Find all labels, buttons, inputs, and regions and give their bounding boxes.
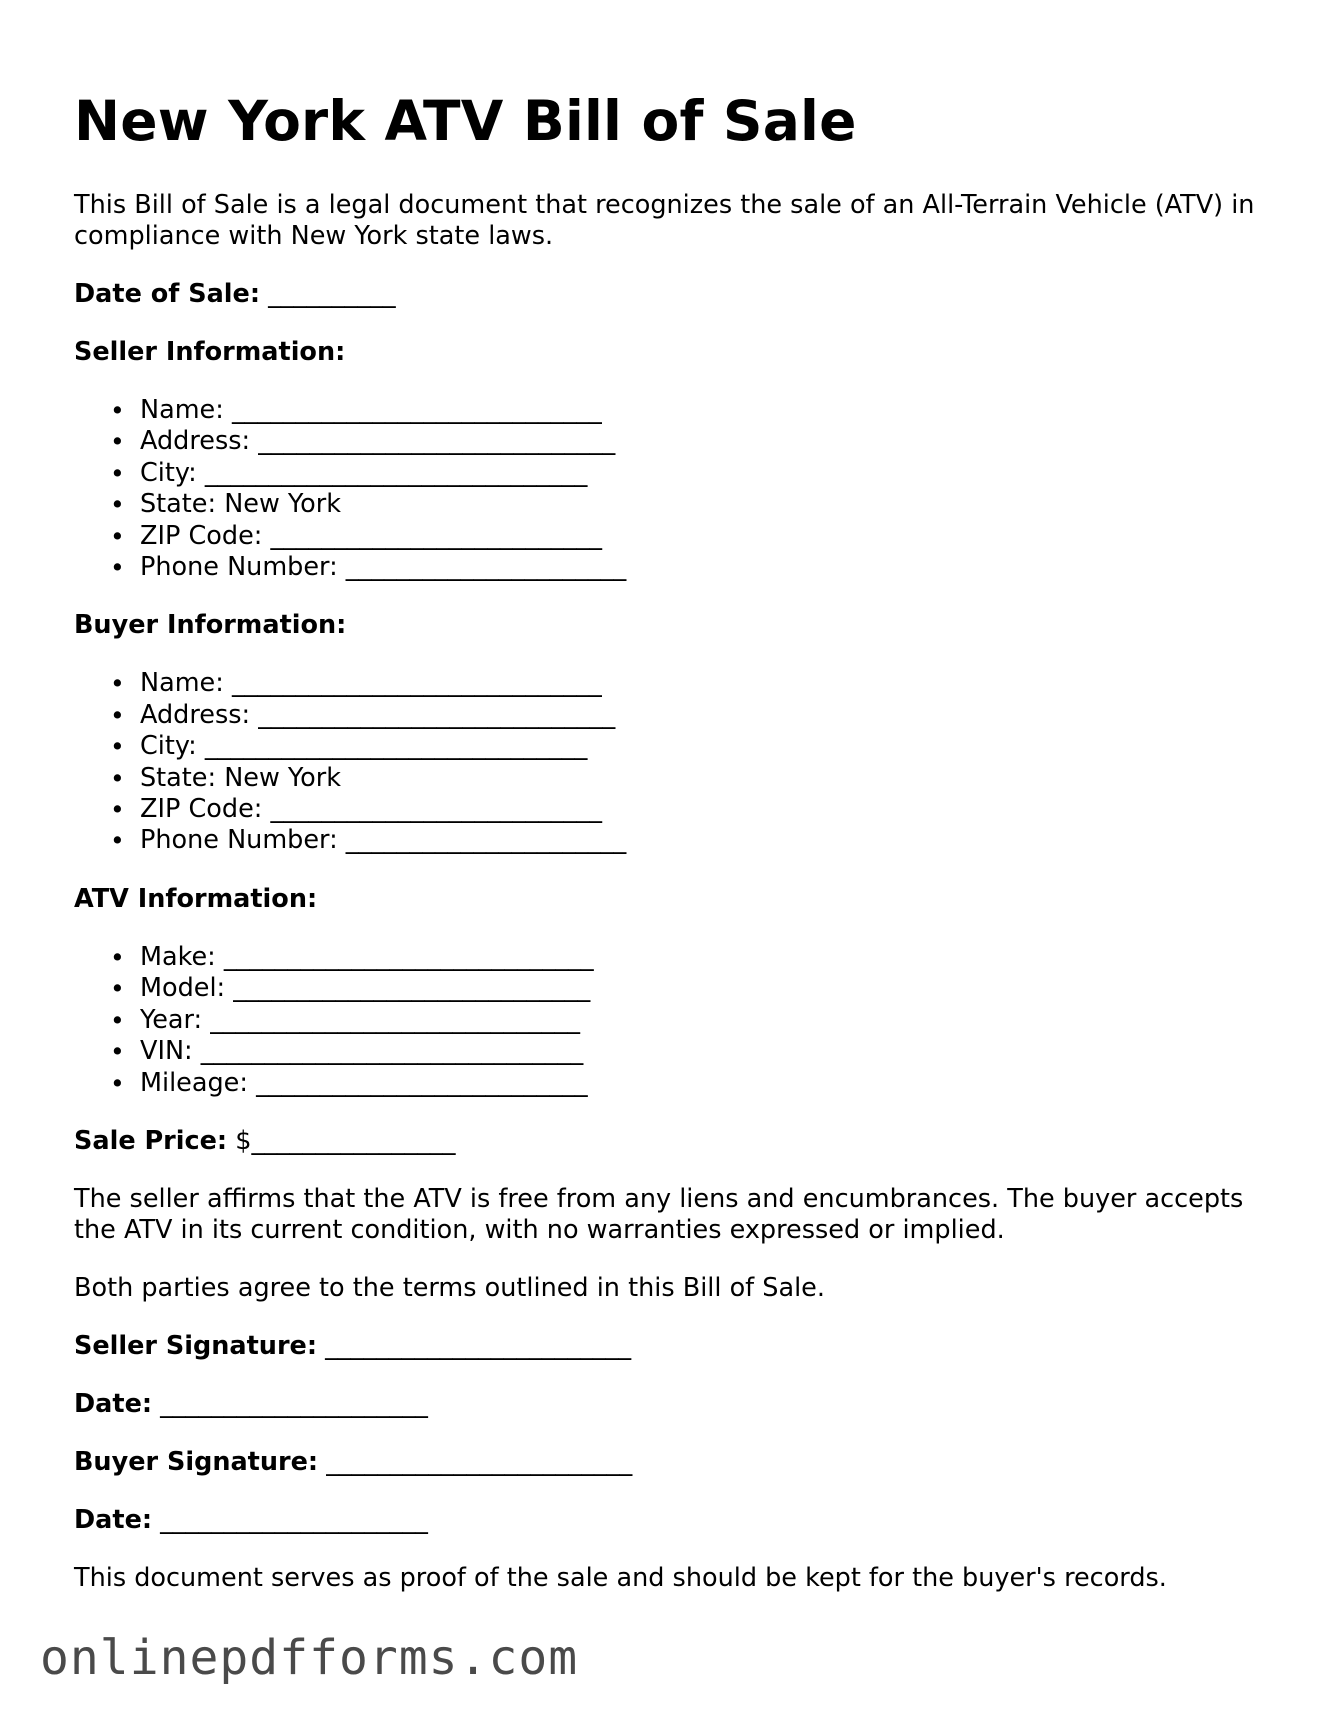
seller-phone-field[interactable]: ______________________ [345,552,627,583]
agreement-paragraph: Both parties agree to the terms outlined in this Bill of Sale. [74,1272,825,1303]
buyer-date-field[interactable]: _____________________ [160,1504,428,1535]
sale-price-field[interactable]: $________________ [235,1125,456,1156]
atv-make-field[interactable]: _____________________________ [223,941,594,972]
buyer-date-line [74,1505,1274,1536]
buyer-phone-item [140,825,1274,856]
buyer-phone-field[interactable]: ______________________ [345,825,627,856]
field-label: Name: [140,668,224,699]
buyer-fields [74,668,1274,856]
seller-address-item [140,426,1274,457]
field-label: Model: [140,973,226,1004]
buyer-zip-field[interactable]: __________________________ [270,794,602,825]
field-label: Phone Number: [140,552,338,583]
seller-date-label: Date: [74,1388,153,1419]
closing-paragraph: This document serves as proof of the sale and should be kept for the buyer's records. [74,1562,1167,1593]
field-label: City: [140,731,197,762]
seller-date-line [74,1389,1274,1420]
watermark-text: onlinepdfforms.com [40,1630,579,1686]
atv-fields [74,942,1274,1099]
field-label: Mileage: [140,1067,248,1098]
buyer-state-value: New York [224,762,341,793]
buyer-signature-line [74,1447,1274,1478]
seller-heading-label: Seller Information: [74,337,346,367]
field-label: Address: [140,699,251,730]
date-of-sale-label: Date of Sale: [74,279,261,309]
buyer-heading [74,610,1274,641]
atv-mileage-item [140,1068,1274,1099]
field-label: Phone Number: [140,825,338,856]
sale-price-label: Sale Price: [74,1125,228,1156]
field-label: Address: [140,426,251,457]
field-label: Name: [140,395,224,425]
buyer-name-field[interactable]: _____________________________ [231,668,602,699]
intro-paragraph: This Bill of Sale is a legal document that recognizes the sale of an All-Terrain Vehicle (ATV) in compliance with New York state laws. [74,190,1255,251]
sale-price-line [74,1126,1274,1157]
seller-name-item [140,395,1274,426]
seller-city-field[interactable]: ______________________________ [204,457,588,488]
buyer-city-item [140,731,1274,762]
atv-heading-label: ATV Information: [74,883,318,914]
seller-signature-line [74,1331,1274,1362]
buyer-address-field[interactable]: ____________________________ [258,699,616,730]
seller-date-field[interactable]: _____________________ [160,1388,428,1419]
atv-heading [74,884,1274,915]
seller-fields [74,395,1274,583]
date-of-sale-field[interactable]: __________ [268,279,396,309]
seller-state-item [140,489,1274,520]
buyer-heading-label: Buyer Information: [74,610,347,641]
seller-name-field[interactable]: _____________________________ [231,395,602,425]
buyer-zip-item [140,794,1274,825]
field-label: State: [140,489,217,520]
field-label: VIN: [140,1036,193,1067]
atv-model-item [140,973,1274,1004]
field-label: State: [140,762,217,793]
buyer-name-item [140,668,1274,699]
seller-zip-field[interactable]: __________________________ [270,520,602,551]
buyer-address-item [140,700,1274,731]
seller-signature-label: Seller Signature: [74,1330,318,1361]
atv-mileage-field[interactable]: __________________________ [256,1067,588,1098]
document-title: New York ATV Bill of Sale [74,89,857,153]
atv-year-field[interactable]: _____________________________ [210,1004,580,1035]
buyer-date-label: Date: [74,1504,153,1535]
buyer-signature-field[interactable]: ________________________ [326,1446,633,1477]
affirmation-paragraph: The seller affirms that the ATV is free from any liens and encumbrances. The buyer accepts the ATV in its current condition, with no warranties expressed or implied. [74,1183,1244,1245]
field-label: ZIP Code: [140,520,263,551]
seller-state-value: New York [224,489,341,520]
document-page [74,86,1274,1621]
atv-make-item [140,942,1274,973]
atv-vin-field[interactable]: ______________________________ [200,1036,584,1067]
seller-city-item [140,458,1274,489]
date-of-sale-line [74,279,1274,310]
seller-signature-field[interactable]: ________________________ [325,1330,632,1361]
atv-model-field[interactable]: ____________________________ [233,973,591,1004]
field-label: ZIP Code: [140,794,263,825]
seller-heading [74,337,1274,368]
field-label: Year: [140,1004,203,1035]
atv-year-item [140,1005,1274,1036]
seller-zip-item [140,521,1274,552]
field-label: City: [140,457,197,488]
buyer-city-field[interactable]: ______________________________ [204,731,588,762]
buyer-state-item [140,763,1274,794]
atv-vin-item [140,1036,1274,1067]
seller-phone-item [140,552,1274,583]
buyer-signature-label: Buyer Signature: [74,1446,319,1477]
field-label: Make: [140,941,216,972]
seller-address-field[interactable]: ____________________________ [258,426,616,457]
